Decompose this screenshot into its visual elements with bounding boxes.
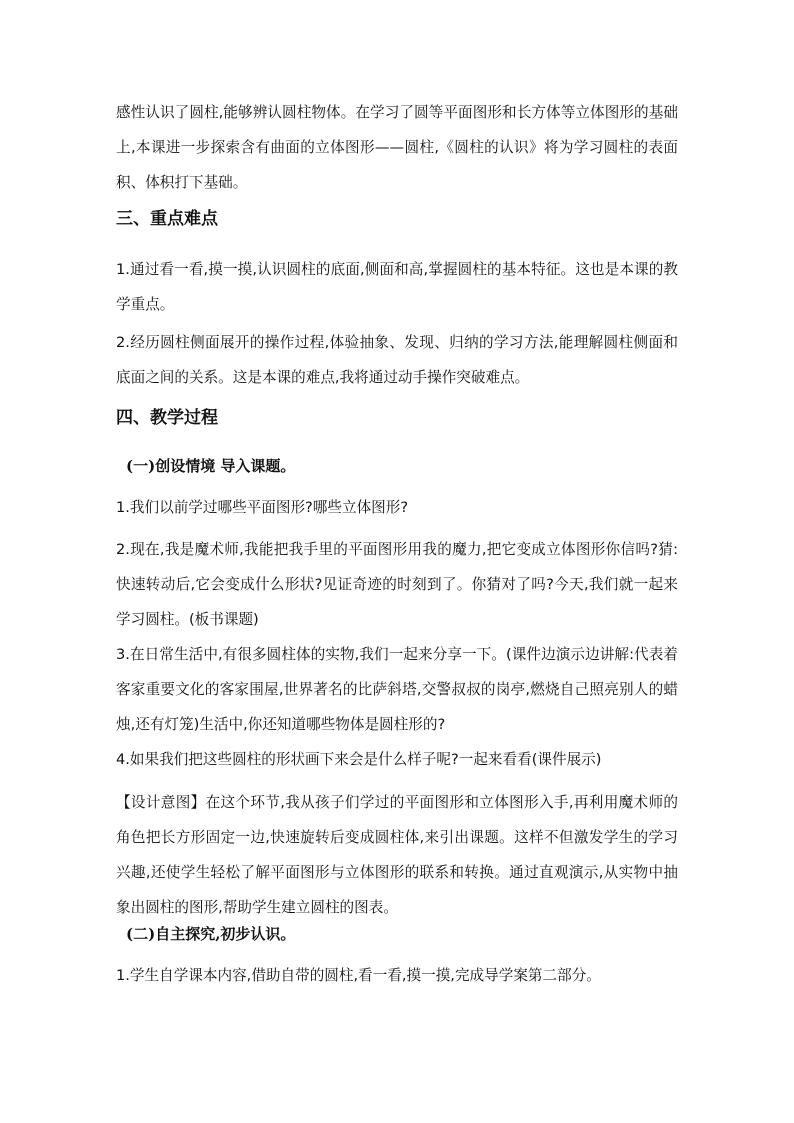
- design-intent-paragraph: 【设计意图】在这个环节,我从孩子们学过的平面图形和立体图形入手,再利用魔术师的角色把长方形固定一边,快速旋转后变成圆柱体,来引出课题。这样不但激发学生的学习兴趣,还使学生轻松了解平面图形与立体图形的联系和转换。通过直观演示,从实物中抽象出圆柱的图形,帮助学生建立圆柱的图表。: [116, 794, 678, 916]
- section-4-heading: 四、教学过程: [116, 408, 218, 428]
- part-1-item-4: 4.如果我们把这些圆柱的形状画下来会是什么样子呢?一起来看看(课件展示): [116, 751, 602, 768]
- section-3-item-2: 2.经历圆柱侧面展开的操作过程,体验抽象、发现、归纳的学习方法,能理解圆柱侧面和底面之间的关系。这是本课的难点,我将通过动手操作突破难点。: [116, 334, 678, 386]
- part-1-heading: (一)创设情境 导入课题。: [126, 457, 296, 475]
- part-1-item-3: 3.在日常生活中,有很多圆柱体的实物,我们一起来分享一下。(课件边演示边讲解:代表着客家重要文化的客家围屋,世界著名的比萨斜塔,交警叔叔的岗亭,燃烧自己照亮别人的蜡烛,还有灯笼)生活中,你还知道哪些物体是圆柱形的?: [116, 646, 678, 733]
- intro-paragraph: 感性认识了圆柱,能够辨认圆柱物体。在学习了圆等平面图形和长方体等立体图形的基础上,本课进一步探索含有曲面的立体图形——圆柱,《圆柱的认识》将为学习圆柱的表面积、体积打下基础。: [116, 104, 678, 191]
- section-3-item-1: 1.通过看一看,摸一摸,认识圆柱的底面,侧面和高,掌握圆柱的基本特征。这也是本课的教学重点。: [116, 261, 678, 313]
- part-2-item-1: 1.学生自学课本内容,借助自带的圆柱,看一看,摸一摸,完成导学案第二部分。: [116, 967, 601, 984]
- section-3-heading: 三、重点难点: [116, 209, 218, 229]
- part-1-item-2: 2.现在,我是魔术师,我能把我手里的平面图形用我的魔力,把它变成立体图形你信吗?猜:快速转动后,它会变成什么形状?见证奇迹的时刻到了。你猜对了吗?今天,我们就一起来学习圆柱。(板书课题): [116, 541, 678, 628]
- part-1-item-1: 1.我们以前学过哪些平面图形?哪些立体图形?: [116, 499, 409, 516]
- part-2-heading: (二)自主探究,初步认识。: [126, 925, 296, 943]
